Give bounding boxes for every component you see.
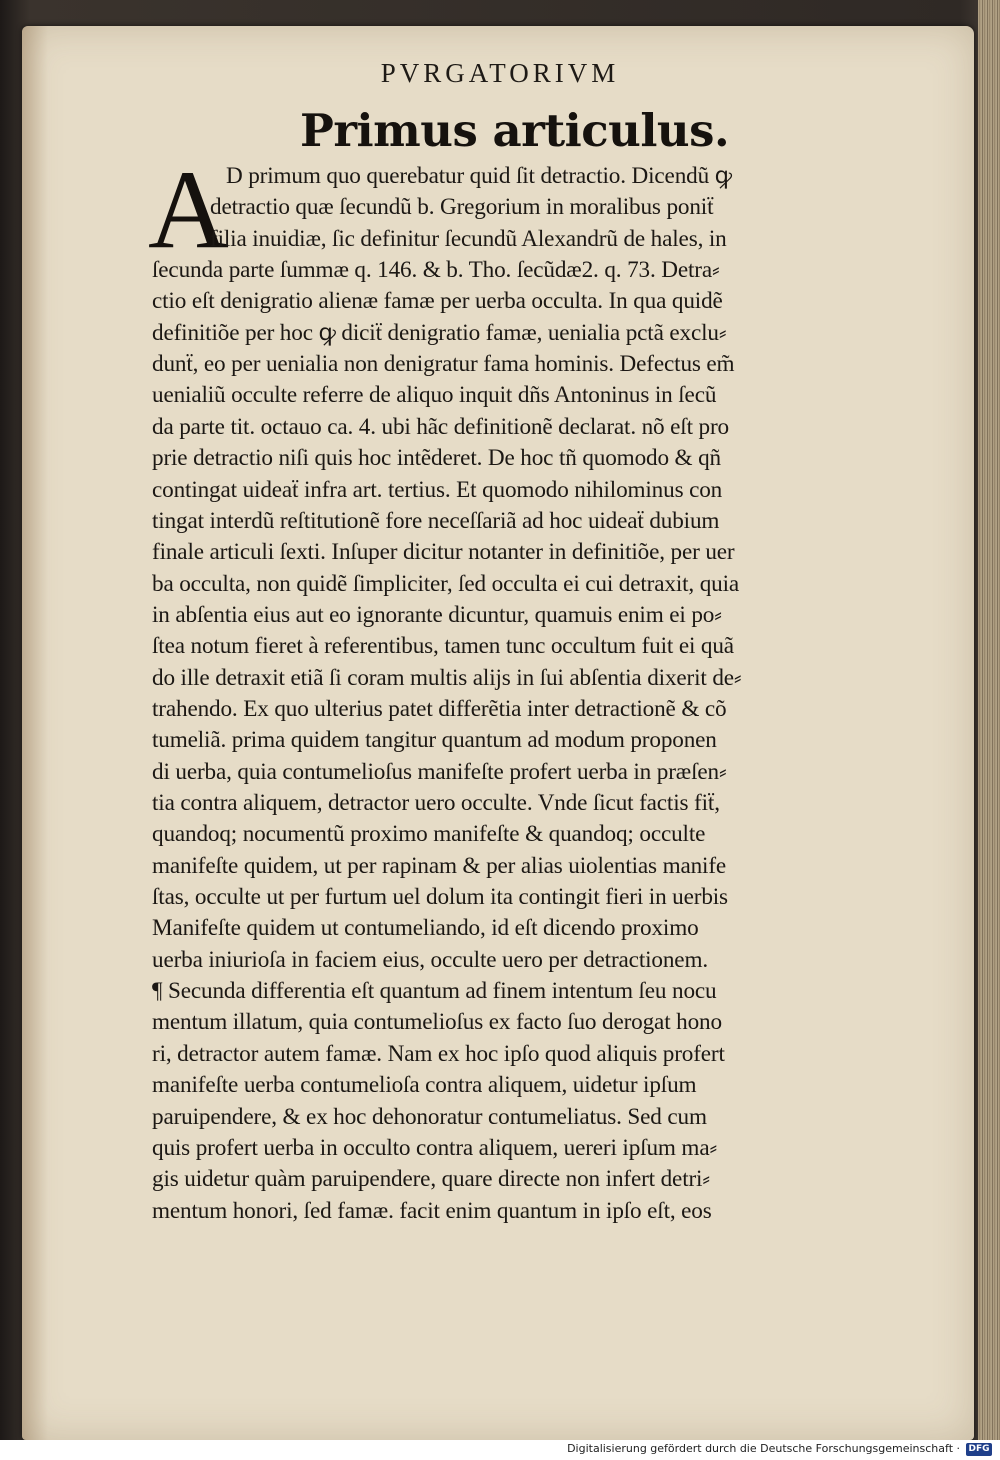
text-line: mentum illatum, quia contumelioſus ex facto ſuo derogat hono [152,1009,722,1036]
text-line: prie detractio niſi quis hoc intẽderet. De hoc tñ quomodo & qñ [152,445,721,472]
text-line: ba occulta, non quidẽ ſimpliciter, ſed occulta ei cui detraxit, quia [152,570,740,597]
text-line: di uerba, quia contumelioſus manifeſte profert uerba in præſen⸗ [152,758,727,785]
text-line: Manifeſte quidem ut contumeliando, id eſt dicendo proximo [152,915,699,942]
book-page-edges [978,0,1000,1440]
text-line: quis profert uerba in occulto contra aliquem, uereri ipſum ma⸗ [152,1134,718,1161]
text-line: manifeſte uerba contumelioſa contra aliquem, uidetur ipſum [152,1072,697,1099]
text-line: uenialiũ occulte referre de aliquo inquit dñs Antoninus in ſecũ [152,382,717,409]
text-line: ctio eſt denigratio alienæ famæ per uerba occulta. In qua quidẽ [152,288,723,315]
text-line: ¶ Secunda differentia eſt quantum ad finem intentum ſeu nocu [152,978,717,1005]
text-line: mentum honori, ſed famæ. facit enim quantum in ipſo eſt, eos [152,1197,712,1224]
text-line: dunẗ, eo per uenialia non denigratur fama hominis. Defectus em̃ [152,351,735,378]
text-line: paruipendere, & ex hoc dehonoratur contumeliatus. Sed cum [152,1103,707,1130]
text-line: manifeſte quidem, ut per rapinam & per alias uiolentias manife [152,852,727,879]
dfg-logo: DFG [966,1443,992,1456]
footer-bar [0,1440,1000,1460]
section-heading: Primus articulus. [300,104,730,157]
text-line: tumeliã. prima quidem tangitur quantum ad modum proponen [152,727,717,754]
text-line: tia contra aliquem, detractor uero occulte. Vnde ſicut factis fiẗ, [152,790,720,816]
text-line: finale articuli ſexti. Inſuper dicitur notanter in definitiõe, per uer [152,539,735,566]
text-line: uerba iniurioſa in faciem eius, occulte uero per detractionem. [152,946,708,973]
text-line: detractio quæ ſecundũ b. Gregorium in moralibus poniẗ [210,194,714,221]
text-line: tingat interdũ reſtitutionẽ fore neceſſariã ad hoc uideaẗ dubium [152,507,720,534]
text-line: do ille detraxit etiã ſi coram multis alijs in ſui abſentia dixerit de⸗ [152,664,742,691]
text-line: D primum quo querebatur quid ſit detractio. Dicendũ ꝙ [226,163,732,189]
text-line: da parte tit. octauo ca. 4. ubi hãc definitionẽ declarat. nõ eſt pro [152,413,729,440]
text-line: ſecunda parte ſummæ q. 146. & b. Tho. ſecũdæ2. q. 73. Detra⸗ [152,257,720,284]
running-head: PVRGATORIVM [380,58,620,88]
footer-credit: Digitalisierung gefördert durch die Deutsche Forschungsgemeinschaft · [567,1442,960,1455]
text-line: quandoq; nocumentũ proximo manifeſte & quandoq; occulte [152,821,706,848]
text-line: ſtas, occulte ut per furtum uel dolum ita contingit fieri in uerbis [152,884,728,911]
text-line: trahendo. Ex quo ulterius patet differẽtia inter detractionẽ & cõ [152,695,727,722]
text-line: definitiõe per hoc ꝙ diciẗ denigratio famæ, uenialia pctã exclu⸗ [152,319,727,346]
text-line: gis uidetur quàm paruipendere, quare directe non infert detri⸗ [152,1166,710,1193]
text-line: filia inuidiæ, ſic definitur ſecundũ Alexandrũ de hales, in [210,225,727,252]
text-line: contingat uideaẗ infra art. tertius. Et quomodo nihilominus con [152,476,723,503]
text-line: ri, detractor autem famæ. Nam ex hoc ipſo quod aliquis profert [152,1040,725,1067]
text-line: ſtea notum fieret à referentibus, tamen tunc occultum fuit ei quã [152,633,734,660]
drop-cap: A [148,148,229,272]
text-line: in abſentia eius aut eo ignorante dicuntur, quamuis enim ei po⸗ [152,601,722,628]
